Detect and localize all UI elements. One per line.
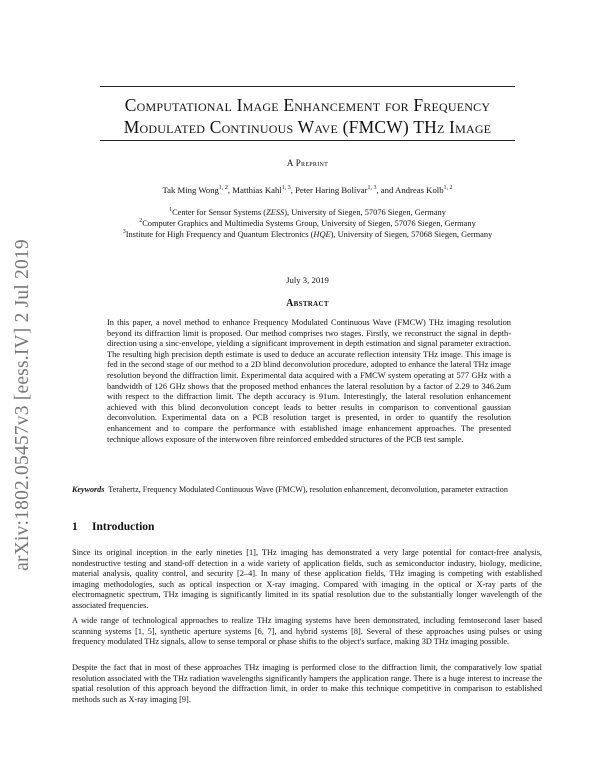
- intro-paragraph: Since its original inception in the early nineties [1], THz imaging has demonstrated a very large potential for contact-free analysis, nondestructive testing and stand-off detection in a wide variety of application fields, such as semiconductor industry, biology, medicine, material analysis, quality control, and security [2–4]. In many of these application fields, THz imaging is competing with established imaging methodologies, such as optical inspection or X-ray imaging. Compared with imaging in the optical or X-ray parts of the electromagnetic spectrum, THz imaging is significantly limited in its spatial resolution due to the substantially longer wavelength of the associated frequencies.: [72, 548, 542, 610]
- author: Tak Ming Wong$^{1, 2}$,: [162, 185, 233, 195]
- author: Andreas Kolb$^{1, 2}$: [395, 185, 453, 195]
- affiliation: $^1$Center for Sensor Systems (ZESS), University of Siegen, 57076 Siegen, Germany: [169, 207, 446, 217]
- intro-paragraph: Despite the fact that in most of these approaches THz imaging is performed close to the diffraction limit, the comparatively low spatial resolution associated with the THz radiation wavelengths significantly hampers the application range. There is a huge interest to increase the spatial resolution of this approach beyond the diffraction limit, in order to make this technique competitive in comparison to established methods such as X-ray imaging [9].: [72, 663, 542, 704]
- publication-date: July 3, 2019: [286, 275, 329, 285]
- arxiv-id-text: arXiv:1802.05457v3 [eess.IV] 2 Jul 2019: [12, 239, 33, 571]
- affiliation: $^2$Computer Graphics and Multimedia Systems Group, University of Siegen, 57076 Siegen, Germany: [139, 218, 476, 228]
- section-number: 1: [72, 521, 78, 533]
- title-line-1: Computational Image Enhancement for Frequency: [124, 95, 491, 115]
- section-heading: [72, 521, 154, 533]
- abstract-body: In this paper, a novel method to enhance Frequency Modulated Continuous Wave (FMCW) THz imaging resolution beyond its diffraction limit is proposed. Our method comprises two stages. Firstly, we reconstruct the signal in depth-direction using a sinc-envelope, yielding a significant improvement in depth estimation and signal parameter extraction. The resulting high precision depth estimate is used to deduce an accurate reflection intensity THz image. This image is fed in the second stage of our method to a 2D blind deconvolution procedure, adopted to enhance the lateral THz image resolution beyond the diffraction limit. Experimental data acquired with a FMCW system operating at 577 GHz with a bandwidth of 126 GHz shows that the proposed method enhances the lateral resolution by a factor of 2.29 to 346.2um with respect to the diffraction limit. The depth accuracy is 91um. Interestingly, the lateral resolution enhancement achieved with this blind deconvolution concept leads to better results in comparison to conventional gaussian deconvolution. Experimental data on a PCB resolution target is presented, in order to quantify the resolution enhancement and to compare the performance with established image enhancement approaches. The presented technique allows exposure of the interwoven fibre reinforced embedded structures of the PCB test sample.: [107, 318, 511, 444]
- author: Matthias Kahl$^{1, 3}$,: [232, 185, 296, 195]
- author-list: [60, 185, 555, 195]
- affiliation: $^3$Institute for High Frequency and Quantum Electronics (HQE), University of Siegen, 57068 Siegen, Germany: [122, 229, 493, 239]
- abstract-heading: Abstract: [286, 298, 329, 309]
- section-title: Introduction: [92, 521, 155, 533]
- title-line-2: Modulated Continuous Wave (FMCW) THz Image: [123, 117, 492, 137]
- keywords-label: Keywords: [72, 485, 105, 494]
- keywords-block: [72, 485, 542, 496]
- paper-title: [60, 94, 555, 138]
- title-bottom-rule: [100, 140, 515, 141]
- intro-paragraph: A wide range of technological approaches to realize THz imaging systems have been demonstrated, including femtosecond laser based scanning systems [1, 5], synthetic aperture systems [6, 7], and hybrid systems [8]. Several of these approaches using pulses or using frequency modulated THz signals, allow to sense temporal or phase shifts to the object's surface, making 3D THz imaging possible.: [72, 616, 542, 647]
- preprint-label: A Preprint: [286, 158, 329, 168]
- arxiv-identifier: [8, 220, 38, 590]
- author: Peter Haring Bolívar$^{1, 3}$, and: [295, 185, 396, 195]
- keywords-text: Terahertz, Frequency Modulated Continuous Wave (FMCW), resolution enhancement, deconvolution, parameter extraction: [108, 485, 508, 494]
- affiliation-list: [60, 207, 555, 240]
- title-top-rule: [100, 86, 515, 87]
